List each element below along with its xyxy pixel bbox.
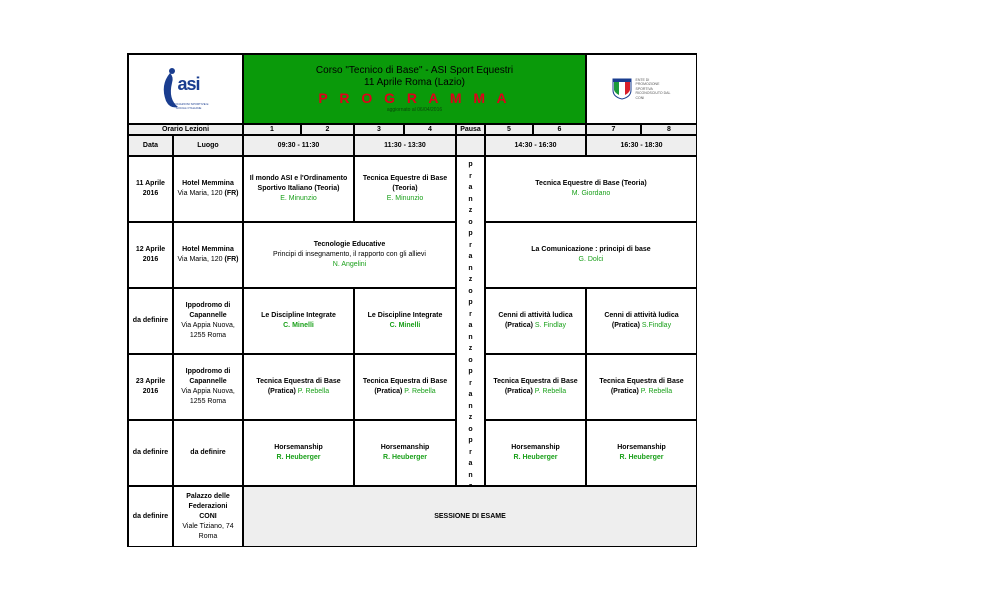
col-4: 4	[404, 124, 456, 135]
place-address	[178, 189, 239, 199]
place-address: Via Appia Nuova, 1255 Roma	[181, 388, 235, 405]
place-name: Palazzo delle Federazioni CONI	[186, 492, 230, 520]
row4-slot1	[243, 354, 354, 420]
lesson-teacher: P. Rebella	[297, 388, 330, 395]
pausa-letter: r	[469, 172, 472, 180]
pausa-letter: r	[469, 241, 472, 249]
pausa-letter: a	[468, 253, 473, 260]
lesson-title: Il mondo ASI e l'Ordinamento Sportivo Italiano (Teoria)	[249, 175, 348, 192]
row5-date: da definire	[128, 420, 173, 486]
lesson-title: Le Discipline Integrate	[261, 312, 336, 319]
row3-place	[173, 288, 243, 354]
lesson-teacher-line	[268, 387, 329, 397]
place-address	[178, 255, 239, 265]
row2-date	[128, 222, 173, 288]
lesson-type: (Pratica)	[611, 322, 640, 329]
row2-place	[173, 222, 243, 288]
row3-slot4	[586, 288, 697, 354]
lesson-teacher: C. Minelli	[389, 322, 421, 329]
lesson-type: (Pratica)	[504, 322, 533, 329]
lesson-teacher: R. Heuberger	[383, 454, 427, 461]
coni-logo-cell	[586, 54, 697, 124]
pausa-letter: r	[469, 448, 472, 456]
pausa-letter: n	[468, 195, 473, 203]
coni-logo	[612, 78, 672, 101]
date-text: 23 Aprile 2016	[135, 378, 166, 395]
row1-afternoon	[485, 156, 697, 222]
row1-slot1	[243, 156, 354, 222]
lesson-teacher-line	[612, 321, 671, 331]
course-date-place: 11 Aprile Roma (Lazio)	[364, 77, 465, 88]
pausa-letter: p	[468, 230, 473, 237]
pausa-letter: a	[468, 184, 473, 191]
row2-afternoon	[485, 222, 697, 288]
lesson-title: Horsemanship	[380, 444, 430, 451]
row1-date	[128, 156, 173, 222]
schedule-sheet	[127, 53, 697, 547]
col-8: 8	[641, 124, 697, 135]
date-text: 11 Aprile 2016	[136, 180, 165, 197]
place-province: (FR)	[224, 256, 239, 263]
exam-session: SESSIONE DI ESAME	[243, 486, 697, 547]
lesson-teacher: R. Heuberger	[276, 454, 321, 461]
lesson-type: (Pratica)	[267, 388, 296, 395]
pausa-letter: a	[468, 322, 473, 329]
lesson-title: Tecnica Equestre di Base (Teoria)	[535, 180, 647, 187]
pausa-letter: n	[468, 333, 473, 341]
lesson-teacher: E. Minunzio	[386, 195, 424, 202]
lesson-title: Tecnica Equestra di Base	[599, 378, 684, 385]
pausa-letter: o	[468, 218, 473, 226]
pausa-letter: r	[469, 310, 472, 318]
coni-logo-text: ENTE DI PROMOZIONE SPORTIVA RICONOSCIUTO DAL CONI	[635, 77, 671, 100]
row6-date: da definire	[128, 486, 173, 547]
asi-logo-text: asi	[177, 74, 200, 94]
lesson-subtitle: Principi di insegnamento, il rapporto con gli allievi	[273, 251, 426, 258]
pausa-letter: z	[468, 345, 473, 352]
row4-slot2	[354, 354, 456, 420]
row2-morning	[243, 222, 456, 288]
title-banner	[243, 54, 586, 124]
place-street: Via Maria, 120	[177, 256, 223, 263]
lesson-teacher: P. Rebella	[534, 388, 567, 395]
lesson-title: Le Discipline Integrate	[367, 312, 443, 319]
pausa-letter: z	[468, 276, 473, 283]
place-name: Ippodromo di Capannelle	[185, 302, 231, 319]
pausa-blank	[456, 135, 485, 156]
italy-shield-icon	[612, 78, 632, 100]
place-name: Hotel Memmina	[182, 246, 234, 253]
col-3: 3	[354, 124, 404, 135]
lesson-type: (Pratica)	[374, 388, 403, 395]
orario-lezioni-header: Orario Lezioni	[128, 124, 243, 135]
lesson-teacher-line	[505, 321, 566, 331]
pausa-letter: a	[468, 391, 473, 398]
pausa-letter: z	[468, 414, 473, 421]
lesson-title: Tecnica Equestra di Base	[256, 378, 341, 385]
col-pausa: Pausa	[456, 124, 485, 135]
lesson-title: Horsemanship	[274, 444, 323, 451]
updated-note: aggiornato al 06/04/2016	[386, 107, 443, 113]
lesson-title: Horsemanship	[617, 444, 666, 451]
lesson-teacher: S. Findlay	[534, 322, 567, 329]
place-address: Viale Tiziano, 74 Roma	[182, 522, 234, 540]
row5-slot4	[586, 420, 697, 486]
place-province: (FR)	[224, 190, 239, 197]
col-7: 7	[586, 124, 641, 135]
lesson-title: Tecnica Equestra di Base	[493, 378, 578, 385]
lesson-title: Tecnica Equestra di Base	[362, 378, 448, 385]
lesson-teacher: P. Rebella	[404, 388, 436, 395]
col-5: 5	[485, 124, 533, 135]
lesson-title: Cenni di attività ludica	[604, 312, 679, 319]
row5-slot1	[243, 420, 354, 486]
pausa-letter: n	[468, 402, 473, 410]
row4-place	[173, 354, 243, 420]
pausa-letter: p	[468, 437, 473, 444]
lesson-teacher: E. Minunzio	[280, 195, 317, 202]
pausa-letter: p	[468, 299, 473, 306]
row3-slot3	[485, 288, 586, 354]
lesson-teacher-line	[505, 387, 566, 397]
pausa-letter: p	[468, 368, 473, 375]
luogo-header: Luogo	[173, 135, 243, 156]
row5-place: da definire	[173, 420, 243, 486]
row3-slot2	[354, 288, 456, 354]
lesson-title: Tecnologie Educative	[313, 241, 386, 248]
lesson-title: Tecnica Equestre di Base (Teoria)	[362, 175, 448, 192]
row4-slot3	[485, 354, 586, 420]
row5-slot3	[485, 420, 586, 486]
lesson-title: Cenni di attività ludica	[498, 312, 573, 319]
pausa-column	[456, 156, 485, 486]
lesson-teacher-line	[611, 387, 672, 397]
pausa-letter: n	[468, 471, 473, 479]
place-name: Ippodromo di Capannelle	[185, 368, 231, 385]
asi-logo	[156, 63, 216, 115]
row4-slot4	[586, 354, 697, 420]
date-text: 12 Aprile 2016	[135, 246, 166, 263]
lesson-teacher: C. Minelli	[283, 322, 314, 329]
pausa-letter: o	[468, 287, 473, 295]
lesson-title: Horsemanship	[511, 444, 560, 451]
pausa-letter: a	[468, 460, 473, 467]
lesson-type: (Pratica)	[610, 388, 639, 395]
pausa-letter: p	[468, 161, 473, 168]
lesson-title: La Comunicazione : principi di base	[531, 246, 651, 253]
lesson-teacher: N. Angelini	[332, 261, 367, 268]
lesson-teacher: M. Giordano	[571, 190, 611, 197]
col-1: 1	[243, 124, 301, 135]
row6-place	[173, 486, 243, 547]
row5-slot2	[354, 420, 456, 486]
course-title: Corso "Tecnico di Base" - ASI Sport Equestri	[315, 65, 514, 76]
place-name: Hotel Memmina	[182, 180, 234, 187]
row1-slot2	[354, 156, 456, 222]
lesson-teacher: S.Findlay	[641, 322, 672, 329]
pausa-letter: r	[469, 379, 472, 387]
lesson-teacher: R. Heuberger	[619, 454, 664, 461]
row3-slot1	[243, 288, 354, 354]
row1-place	[173, 156, 243, 222]
lesson-teacher: G. Dolci	[578, 256, 604, 263]
pausa-letter: o	[468, 356, 473, 364]
row4-date	[128, 354, 173, 420]
col-2: 2	[301, 124, 354, 135]
row3-date: da definire	[128, 288, 173, 354]
asi-logo-cell	[128, 54, 243, 124]
time-slot-3: 14:30 - 16:30	[485, 135, 586, 156]
time-slot-1: 09:30 - 11:30	[243, 135, 354, 156]
lesson-type: (Pratica)	[504, 388, 533, 395]
lesson-teacher-line	[374, 387, 435, 397]
pausa-letter: n	[468, 264, 473, 272]
col-6: 6	[533, 124, 586, 135]
lesson-teacher: P. Rebella	[640, 388, 673, 395]
pausa-letter: o	[468, 425, 473, 433]
pausa-letter: z	[468, 207, 473, 214]
programma-heading: P R O G R A M M A	[318, 90, 511, 106]
data-header: Data	[128, 135, 173, 156]
place-address: Via Appia Nuova, 1255 Roma	[181, 322, 235, 339]
lesson-teacher: R. Heuberger	[513, 454, 558, 461]
place-street: Via Maria, 120	[177, 190, 223, 197]
asi-logo-subtext: ASSOCIAZIONI SPORTIVE E SOCIALI ITALIANE	[168, 102, 209, 110]
time-slot-4: 16:30 - 18:30	[586, 135, 697, 156]
time-slot-2: 11:30 - 13:30	[354, 135, 456, 156]
